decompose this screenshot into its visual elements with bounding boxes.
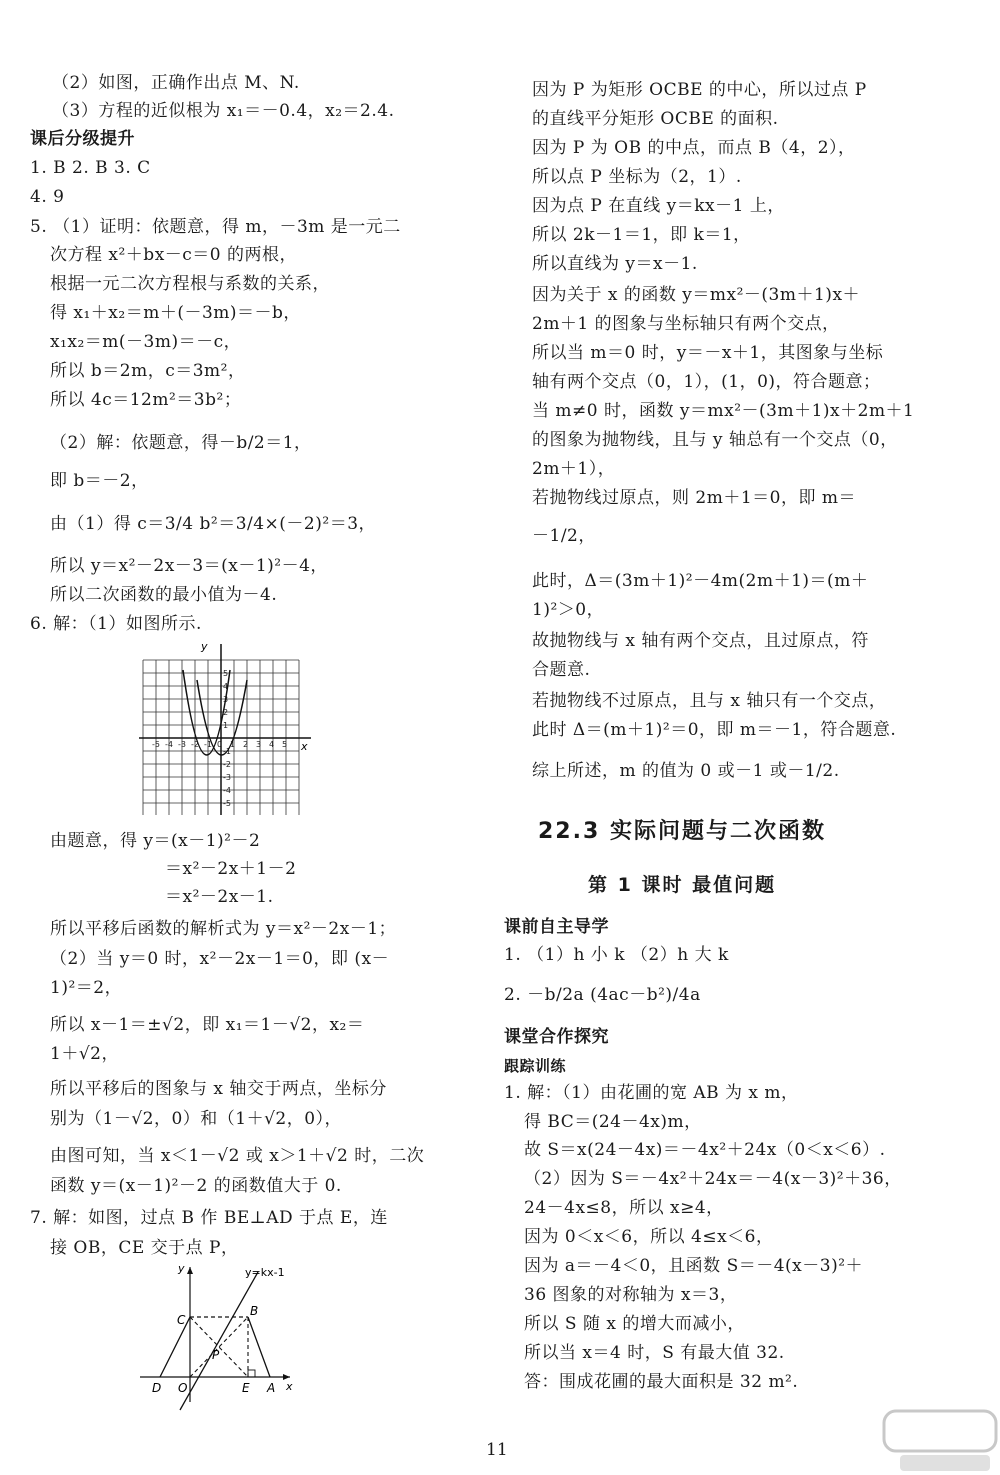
text-line: －1/2， [532,526,596,546]
y-tick-label: -2 [223,760,231,769]
y-tick-label: 3 [223,695,229,704]
y-axis-label: y [201,640,208,653]
parabola-graph [135,640,315,815]
section-title: 22.3 实际问题与二次函数 [538,819,826,844]
x-tick-label: 4 [269,740,275,749]
x-axis-label: x [301,740,308,753]
text-line: 合题意. [532,660,591,680]
y-tick-label: -1 [223,747,231,756]
x-tick-label: -4 [165,740,173,749]
x-axis-label: x [286,1380,293,1393]
text-line: 2m＋1 的图象与坐标轴只有两个交点， [532,314,840,334]
point-label-d: D [152,1381,162,1395]
text-line: 所以 2k－1＝1，即 k＝1， [532,225,751,245]
text-line: 1)²＞0， [532,600,605,620]
text-line: 答：围成花圃的最大面积是 32 m². [524,1372,799,1392]
line-label: y=kx-1 [245,1266,285,1279]
x-tick-label: 3 [256,740,262,749]
text-line: 所以点 P 坐标为（2，1）. [532,167,742,187]
text-line: 因为 a＝－4＜0，且函数 S＝－4(x－3)²＋ [524,1256,864,1276]
text-line: ＝x²－2x－1. [165,887,274,907]
text-line: 因为 0＜x＜6，所以 4≤x＜6， [524,1227,774,1247]
text-line: 当 m≠0 时，函数 y＝mx²－(3m＋1)x＋2m＋1 [532,401,915,421]
text-line: 7. 解：如图，过点 B 作 BE⊥AD 于点 E，连 [30,1208,388,1228]
point-label-b: B [250,1304,259,1318]
section-heading: 课前自主导学 [504,917,609,937]
x-tick-label: -2 [191,740,199,749]
subsection-heading: 跟踪训练 [504,1057,567,1075]
text-line: 故抛物线与 x 轴有两个交点，且过原点，符 [532,631,869,651]
text-line: 所以 y＝x²－2x－3＝(x－1)²－4， [50,556,328,576]
answer-line: 2. －b/2a (4ac－b²)/4a [504,985,701,1005]
text-line: 因为 P 为 OB 的中点，而点 B（4，2）， [532,138,856,158]
text-line: 因为 P 为矩形 OCBE 的中心，所以过点 P [532,80,867,100]
text-line: 所以 S 随 x 的增大而减小， [524,1314,745,1334]
lesson-title: 第 1 课时 最值问题 [588,874,777,896]
y-tick-label: 4 [223,682,229,691]
text-line: 5. （1）证明：依题意，得 m，－3m 是一元二 [30,217,401,237]
text-line: 所以平移后的图象与 x 轴交于两点，坐标分 [50,1079,387,1099]
text-line: 即 b＝－2， [50,471,149,491]
text-line: 的图象为抛物线，且与 y 轴总有一个交点（0， [532,430,898,450]
text-line: 由（1）得 c＝3/4 b²＝3/4×(－2)²＝3， [50,514,377,534]
text-line: 所以平移后函数的解析式为 y＝x²－2x－1； [50,919,397,939]
y-tick-label: -5 [223,799,231,808]
text-line: 得 BC＝(24－4x)m， [524,1112,702,1132]
text-line: 所以当 x＝4 时，S 有最大值 32. [524,1343,785,1363]
text-line: 此时，Δ＝(3m＋1)²－4m(2m＋1)＝(m＋ [532,571,869,591]
y-tick-label: 2 [223,708,229,717]
y-axis-label: y [178,1262,185,1275]
point-label-o: O [178,1381,188,1395]
text-line: 因为关于 x 的函数 y＝mx²－(3m＋1)x＋ [532,285,861,305]
trapezoid-figure [140,1262,300,1412]
text-line: 所以当 m＝0 时，y＝－x＋1，其图象与坐标 [532,343,884,363]
text-line: 次方程 x²＋bx－c＝0 的两根， [50,245,298,265]
text-line: x₁x₂＝m(－3m)＝－c， [50,332,242,352]
text-line: 由题意，得 y＝(x－1)²－2 [50,831,261,851]
x-tick-label: -3 [178,740,186,749]
text-line: 根据一元二次方程根与系数的关系， [50,274,330,294]
text-line: 所以 4c＝12m²＝3b²； [50,390,242,410]
text-line: 若抛物线不过原点，且与 x 轴只有一个交点， [532,691,887,711]
section-heading: 课堂合作探究 [504,1027,609,1047]
text-line: 此时 Δ＝(m＋1)²＝0，即 m＝－1，符合题意. [532,720,897,740]
text-line: 轴有两个交点（0，1），(1，0)，符合题意； [532,372,881,392]
answer-line: 4. 9 [30,187,65,207]
text-line: 24－4x≤8，所以 x≥4， [524,1198,724,1218]
point-label-a: A [267,1381,276,1395]
answer-line: 1. （1）h 小 k （2）h 大 k [504,945,729,965]
text-line: 由图可知，当 x＜1－√2 或 x＞1＋√2 时，二次 [50,1146,425,1166]
answer-line: 1. B 2. B 3. C [30,158,151,178]
y-tick-label: -4 [223,786,231,795]
text-line: ＝x²－2x＋1－2 [165,859,297,879]
y-tick-label: 5 [223,669,229,678]
y-tick-label: 1 [223,721,229,730]
text-line: 1. 解：（1）由花圃的宽 AB 为 x m， [504,1083,799,1103]
x-tick-label: -1 [204,740,212,749]
text-line: 2m＋1）， [532,459,616,479]
text-line: 故 S＝x(24－4x)＝－4x²＋24x（0＜x＜6）. [524,1140,886,1160]
text-line: 所以 b＝2m，c＝3m²， [50,361,246,381]
text-line: （2）如图，正确作出点 M、N. [52,73,300,93]
text-line: （3）方程的近似根为 x₁＝－0.4，x₂＝2.4. [52,101,395,121]
text-line: 所以直线为 y＝x－1. [532,254,698,274]
page-number: 11 [486,1440,508,1460]
text-line: 函数 y＝(x－1)²－2 的函数值大于 0. [50,1176,342,1196]
point-label-p: P [212,1348,220,1362]
text-line: 1＋√2， [50,1044,119,1064]
text-line: 别为（1－√2，0）和（1＋√2，0）， [50,1109,343,1129]
text-line: 6. 解：（1）如图所示. [30,614,202,634]
x-tick-label: 2 [243,740,249,749]
text-line: 所以二次函数的最小值为－4. [50,585,278,605]
text-line: 得 x₁＋x₂＝m＋(－3m)＝－b， [50,303,301,323]
text-line: 若抛物线过原点，则 2m＋1＝0，即 m＝ [532,488,856,508]
text-line: （2）当 y＝0 时，x²－2x－1＝0，即 (x－ [50,949,390,969]
text-line: 所以 x－1＝±√2，即 x₁＝1－√2，x₂＝ [50,1015,365,1035]
text-line: 因为点 P 在直线 y＝kx－1 上， [532,196,785,216]
section-heading: 课后分级提升 [30,129,135,149]
text-line: 接 OB，CE 交于点 P， [50,1238,239,1258]
text-line: 的直线平分矩形 OCBE 的面积. [532,109,779,129]
y-tick-label: -3 [223,773,231,782]
point-label-c: C [177,1313,186,1327]
x-tick-label: 1 [230,740,236,749]
watermark-logo [880,1405,1000,1475]
point-label-e: E [242,1381,250,1395]
x-tick-label: 0 [217,740,223,749]
text-line: （2）解：依题意，得－b/2＝1， [50,433,312,453]
text-line: 综上所述，m 的值为 0 或－1 或－1/2. [532,761,840,781]
x-tick-label: -5 [152,740,160,749]
x-tick-label: 5 [282,740,288,749]
text-line: （2）因为 S＝－4x²＋24x＝－4(x－3)²＋36， [524,1169,902,1189]
text-line: 36 图象的对称轴为 x＝3， [524,1285,738,1305]
text-line: 1)²＝2， [50,978,123,998]
